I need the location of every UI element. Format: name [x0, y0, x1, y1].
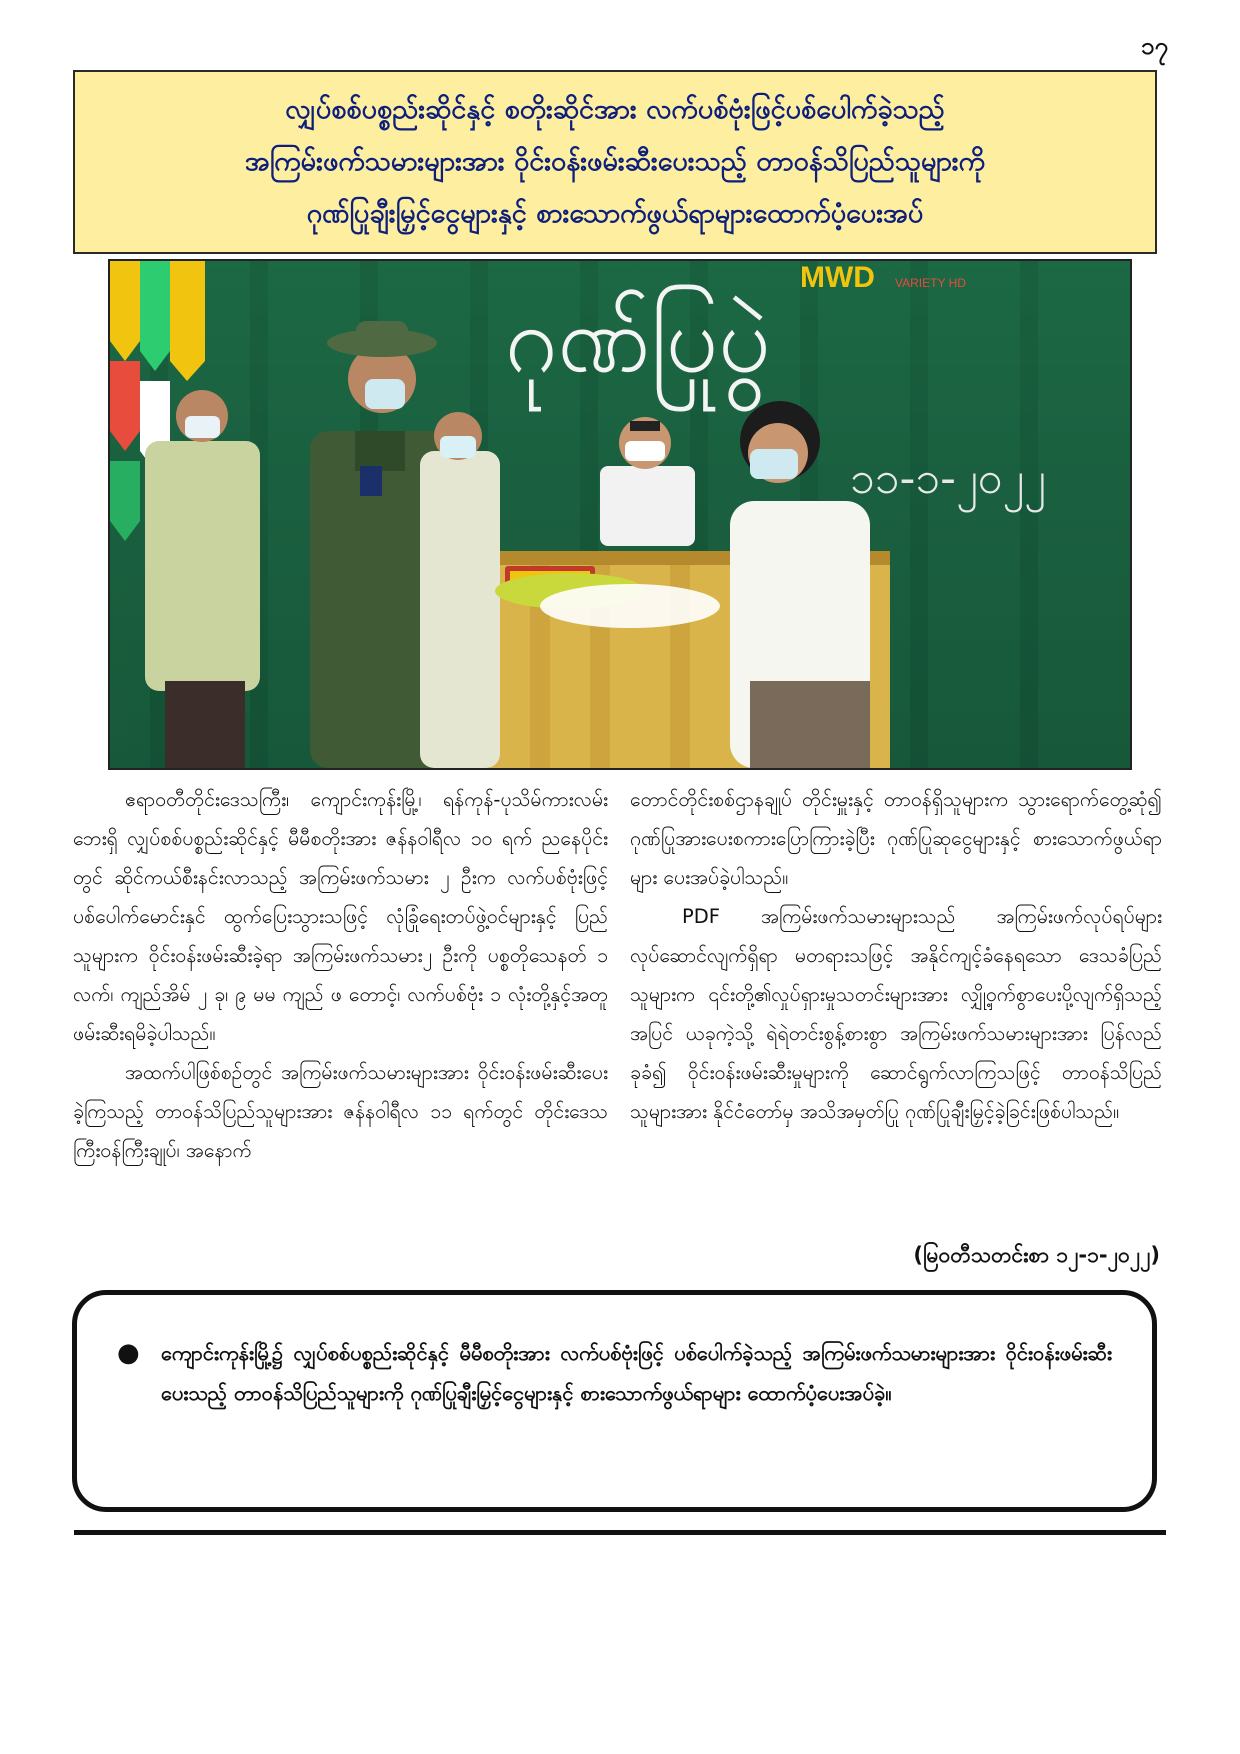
article-paragraph: PDF အကြမ်းဖက်သမားများသည် အကြမ်းဖက်လုပ်ရပ်များ လုပ်ဆောင်လျက်ရှိရာ မတရားသဖြင့် အနိုင်ကျင့်ခံနေရသော ဒေသခံပြည်သူများက ၎င်းတို့၏လှုပ်ရှားမှုသတင်းများအား လျှို့ဝှက်စွာပေးပို့လျက်ရှိသည့်အပြင် ယခုကဲ့သို့ ရဲရဲတင်းစွန့်စားစွာ အကြမ်းဖက်သမားများအား ပြန်လည်ခုခံ၍ ဝိုင်းဝန်းဖမ်းဆီးမှုများကို ဆောင်ရွက်လာကြသဖြင့် တာဝန်သိပြည်သူများအား နိုင်ငံတော်မှ အသိအမှတ်ပြု ဂုဏ်ပြုချီးမြှင့်ခဲ့ခြင်းဖြစ်ပါသည်။ — [630, 905, 1162, 1123]
headline-line-2: အကြမ်းဖက်သမားများအား ဝိုင်းဝန်းဖမ်းဆီးပေးသည့် တာဝန်သိပြည်သူများကို — [244, 146, 986, 177]
bullet-icon: ● — [117, 1338, 140, 1368]
photo-scene — [110, 261, 1130, 768]
page-number: ၁၇ — [1141, 32, 1168, 60]
article-paragraph: ဧရာဝတီတိုင်းဒေသကြီး၊ ကျောင်းကုန်းမြို့၊ ရန်ကုန်-ပုသိမ်ကားလမ်းဘေးရှိ လျှပ်စစ်ပစ္စည်းဆိုင်နှင့် မီမီစတိုးအား ဇန်နဝါရီလ ၁၀ ရက် ညနေပိုင်းတွင် ဆိုင်ကယ်စီးနင်းလာသည့် အကြမ်းဖက်သမား ၂ ဦးက လက်ပစ်ဗုံးဖြင့် ပစ်ပေါက်မောင်းနှင် ထွက်ပြေးသွားသဖြင့် လုံခြုံရေးတပ်ဖွဲ့ဝင်များနှင့် ပြည်သူများက ဝိုင်းဝန်းဖမ်းဆီးခဲ့ရာ အကြမ်းဖက်သမား၂ ဦးကို ပစ္စတိုသေနတ် ၁ လက်၊ ကျည်အိမ် ၂ ခု၊ ၉ မမ ကျည် ဖ တောင့်၊ လက်ပစ်ဗုံး ၁ လုံးတို့နှင့်အတူ ဖမ်းဆီးရမိခဲ့ပါသည်။ — [73, 788, 608, 1045]
article-paragraph: တောင်တိုင်းစစ်ဌာနချုပ် တိုင်းမှူးနှင့် တာဝန်ရှိသူများက သွားရောက်တွေ့ဆုံ၍ ဂုဏ်ပြုအားပေးစကားပြောကြားခဲ့ပြီး ဂုဏ်ပြုဆုငွေများနှင့် စားသောက်ဖွယ်ရာများ ပေးအပ်ခဲ့ပါသည်။ — [630, 788, 1162, 889]
channel-logo: MWD — [800, 261, 875, 294]
news-photo — [108, 259, 1132, 770]
banner-date-text: ၁၁-၁-၂၀၂၂ — [850, 453, 1046, 504]
article-left-column — [73, 780, 608, 1170]
summary-box — [72, 1290, 1157, 1512]
article-paragraph: အထက်ပါဖြစ်စဉ်တွင် အကြမ်းဖက်သမားများအား ဝိုင်းဝန်းဖမ်းဆီးပေးခဲ့ကြသည့် တာဝန်သိပြည်သူများအား ဇန်နဝါရီလ ၁၁ ရက်တွင် တိုင်းဒေသကြီးဝန်ကြီးချုပ်၊ အနောက် — [73, 1061, 608, 1162]
banner-text: ဂုဏ်ပြုပွဲ — [505, 286, 771, 393]
summary-item — [117, 1333, 1112, 1413]
summary-text: ကျောင်းကုန်းမြို့၌ လျှပ်စစ်ပစ္စည်းဆိုင်နှင့် မီမီစတိုးအား လက်ပစ်ဗုံးဖြင့် ပစ်ပေါက်ခဲ့သည့် အကြမ်းဖက်သမားများအား ဝိုင်းဝန်းဖမ်းဆီးပေးသည့် တာဝန်သိပြည်သူများကို ဂုဏ်ပြုချီးမြှင့်ငွေများနှင့် စားသောက်ဖွယ်ရာများ ထောက်ပံ့ပေးအပ်ခဲ့။ — [161, 1341, 1112, 1405]
headline-line-3: ဂုဏ်ပြုချီးမြှင့်ငွေများနှင့် စားသောက်ဖွယ်ရာများထောက်ပံ့ပေးအပ် — [306, 198, 924, 229]
source-citation: (မြဝတီသတင်းစာ ၁၂-၁-၂၀၂၂) — [913, 1243, 1160, 1267]
headline-line-1: လျှပ်စစ်ပစ္စည်းဆိုင်နှင့် စတိုးဆိုင်အား လက်ပစ်ဗုံးဖြင့်ပစ်ပေါက်ခဲ့သည့် — [285, 94, 945, 125]
woman-middle — [420, 412, 500, 768]
channel-logo-sub: VARIETY HD — [895, 276, 966, 290]
horizontal-rule — [74, 1530, 1166, 1535]
article-right-column — [630, 780, 1162, 1131]
headline-box — [73, 70, 1157, 254]
